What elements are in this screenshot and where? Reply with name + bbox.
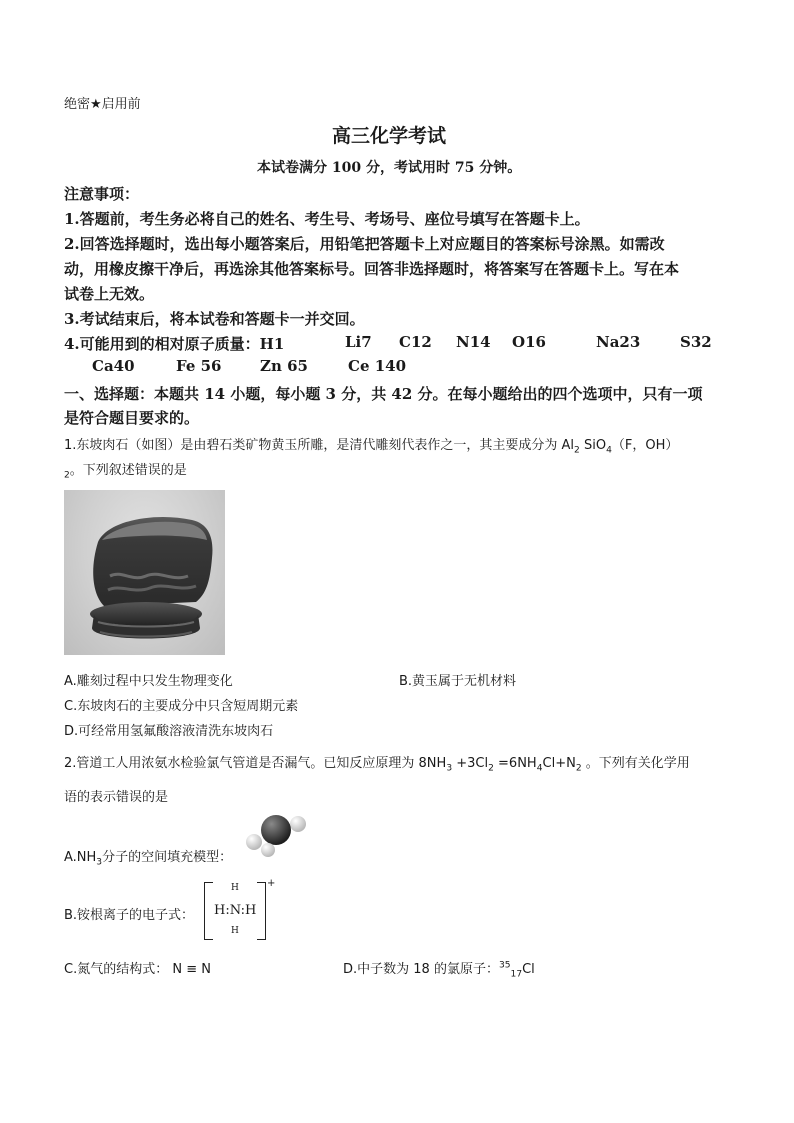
section-1-line-2: 是符合题目要求的。 (64, 409, 200, 427)
left-bracket (204, 882, 213, 940)
q1-option-c: C.东坡肉石的主要成分中只含短周期元素 (64, 699, 299, 714)
notes-heading: 注意事项： (64, 185, 140, 203)
note-4-label: 4.可能用到的相对原子质量：H1 (64, 335, 285, 353)
note-1: 1.答题前，考生务必将自己的姓名、考生号、考场号、座位号填写在答题卡上。 (64, 210, 590, 228)
mass-ca: Ca40 (92, 357, 135, 375)
q2-option-a: $A.NH_3$分子的空间填充模型： (64, 850, 233, 868)
section-1-line-1: 一、选择题：本题共 14 小题，每小题 3 分，共 42 分。在每小题给出的四个选项中，只有一项 (64, 385, 703, 403)
question-1-line-2: $_2$。下列叙述错误的是 (64, 463, 187, 481)
mass-fe: Fe 56 (176, 357, 222, 375)
electron-formula-row: H:N:H (214, 903, 257, 918)
exam-subtitle: 本试卷满分 100 分，考试用时 75 分钟。 (257, 160, 522, 176)
exam-title: 高三化学考试 (332, 125, 447, 147)
mass-na: Na23 (596, 333, 641, 351)
note-3: 3.考试结束后，将本试卷和答题卡一并交回。 (64, 310, 365, 328)
q2-option-b: B.铵根离子的电子式： (64, 908, 195, 923)
confidential-mark: 绝密★启用前 (64, 97, 141, 112)
mass-s: S32 (680, 333, 712, 351)
note-2-line-2: 动，用橡皮擦干净后，再选涂其他答案标号。回答非选择题时，将答案写在答题卡上。写在本 (64, 260, 680, 278)
note-2-line-3: 试卷上无效。 (64, 285, 155, 303)
mass-zn: Zn 65 (260, 357, 308, 375)
right-bracket (257, 882, 266, 940)
note-2-line-1: 2.回答选择题时，选出每小题答案后，用铅笔把答题卡上对应题目的答案标号涂黑。如需改 (64, 235, 665, 253)
electron-formula-h-top: H (231, 883, 239, 893)
stone-illustration (64, 490, 225, 655)
mass-c: C12 (399, 333, 432, 351)
electron-formula-h-bottom: H (231, 926, 239, 936)
q1-option-b: B.黄玉属于无机材料 (399, 674, 517, 689)
mass-o: O16 (512, 333, 546, 351)
q2-option-d: D.中子数为 18 的氯原子：$^{35}_{17}$Cl (343, 960, 535, 980)
mass-n: N14 (456, 333, 491, 351)
mass-ce: Ce 140 (348, 357, 407, 375)
dongpo-meat-stone-photo (64, 490, 225, 655)
q2-option-c: C.氮气的结构式： N ≡ N (64, 962, 211, 977)
mass-li: Li7 (345, 333, 372, 351)
question-2-line-1: 2.管道工人用浓氨水检验氯气管道是否漏气。已知反应原理为 $8NH_3 +3Cl_2 =6NH_4Cl+N_2$ 。下列有关化学用 (64, 756, 690, 774)
question-2-line-2: 语的表示错误的是 (64, 790, 169, 805)
question-1-line-1: 1.东坡肉石（如图）是由碧石类矿物黄玉所雕，是清代雕刻代表作之一，其主要成分为 $Al_2$ SiO$_4$（F，OH） (64, 438, 679, 456)
electron-formula-charge: + (267, 878, 276, 889)
q1-option-d: D.可经常用氢氟酸溶液清洗东坡肉石 (64, 724, 274, 739)
q1-option-a: A.雕刻过程中只发生物理变化 (64, 674, 233, 689)
nh3-space-filling-model-icon (242, 810, 312, 858)
